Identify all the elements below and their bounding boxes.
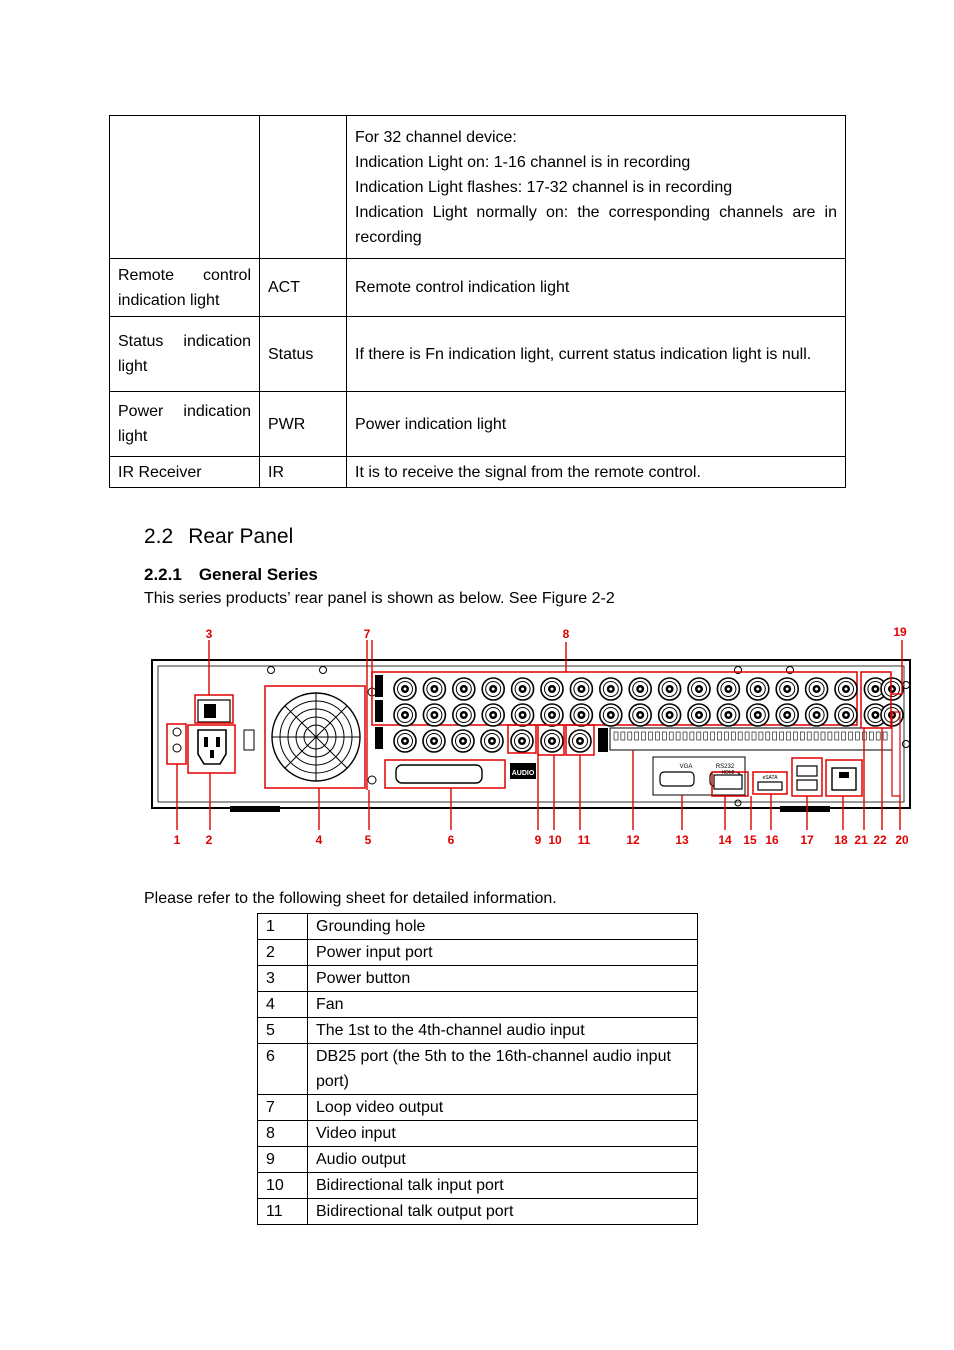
- part-number: 3: [258, 966, 308, 992]
- part-number: 2: [258, 940, 308, 966]
- callout-9: 9: [534, 833, 542, 847]
- bnc-connector-icon: [659, 678, 681, 700]
- bnc-connector-icon: [482, 678, 504, 700]
- terminal-pin: [655, 732, 659, 740]
- terminal-pin: [876, 732, 880, 740]
- fan-icon: [272, 693, 360, 781]
- terminal-pin: [738, 732, 742, 740]
- refer-paragraph: Please refer to the following sheet for detailed information.: [144, 890, 557, 907]
- bnc-connector-icon: [717, 704, 739, 726]
- bnc-connector-icon: [747, 704, 769, 726]
- terminal-pin: [718, 732, 722, 740]
- part-number: 6: [258, 1044, 308, 1095]
- terminal-pin: [800, 732, 804, 740]
- terminal-pin: [704, 732, 708, 740]
- esata-port-icon: [758, 782, 782, 790]
- callout-19: 19: [893, 625, 907, 639]
- rear-panel-figure: [140, 620, 920, 852]
- hdmi-label: HDMI: [721, 770, 735, 776]
- terminal-pin: [883, 732, 887, 740]
- bnc-connector-icon: [423, 704, 445, 726]
- callout-18: 18: [834, 833, 848, 847]
- callout-13: 13: [675, 833, 689, 847]
- table-row: [110, 392, 846, 457]
- bnc-connector-icon: [776, 678, 798, 700]
- part-description: Grounding hole: [308, 914, 698, 940]
- callout-6: 6: [447, 833, 455, 847]
- table-row: [258, 940, 698, 966]
- indicator-desc: Remote control indication light: [347, 259, 846, 317]
- terminal-pin: [628, 732, 632, 740]
- terminal-pin: [731, 732, 735, 740]
- table-row: [258, 1173, 698, 1199]
- indicator-name: IR Receiver: [110, 457, 260, 488]
- terminal-pin: [856, 732, 860, 740]
- parts-table: [257, 913, 698, 1225]
- table-row: [258, 1199, 698, 1225]
- part-description: The 1st to the 4th-channel audio input: [308, 1018, 698, 1044]
- db25-port-icon: [396, 765, 482, 783]
- table-row: [258, 1147, 698, 1173]
- terminal-pin: [828, 732, 832, 740]
- table-row: [258, 966, 698, 992]
- table-row: [258, 1018, 698, 1044]
- terminal-pin: [642, 732, 646, 740]
- vga-label: VGA: [679, 764, 693, 770]
- indicator-label: PWR: [260, 392, 347, 457]
- part-number: 5: [258, 1018, 308, 1044]
- terminal-pin: [635, 732, 639, 740]
- bnc-connector-icon: [629, 704, 651, 726]
- table-row: [258, 914, 698, 940]
- terminal-pin: [676, 732, 680, 740]
- intro-paragraph: This series products’ rear panel is shown as below. See Figure 2-2: [144, 590, 615, 607]
- callout-2: 2: [205, 833, 213, 847]
- bnc-connector-icon: [481, 730, 503, 752]
- power-button-icon: [204, 704, 216, 718]
- bnc-connector-icon: [512, 678, 534, 700]
- network-port-icon: [832, 768, 856, 790]
- bnc-connector-icon: [717, 678, 739, 700]
- indicator-label: ACT: [260, 259, 347, 317]
- bnc-connector-icon: [394, 678, 416, 700]
- callout-20: 20: [895, 833, 909, 847]
- bnc-connector-icon: [453, 704, 475, 726]
- callout-5: 5: [364, 833, 372, 847]
- callout-3: 3: [205, 627, 213, 641]
- part-description: Bidirectional talk input port: [308, 1173, 698, 1199]
- table-row: [258, 1121, 698, 1147]
- terminal-pin: [683, 732, 687, 740]
- bnc-connector-icon: [569, 730, 591, 752]
- bnc-connector-icon: [881, 678, 903, 700]
- callout-7: 7: [363, 627, 371, 641]
- subsection-number: 2.2.1: [144, 565, 182, 584]
- part-number: 8: [258, 1121, 308, 1147]
- part-description: DB25 port (the 5th to the 16th-channel audio input port): [308, 1044, 698, 1095]
- bnc-connector-icon: [541, 730, 563, 752]
- table-row: [258, 1044, 698, 1095]
- indicator-desc: [347, 116, 846, 259]
- terminal-pin: [614, 732, 618, 740]
- part-description: Fan: [308, 992, 698, 1018]
- power-input-icon: [198, 730, 226, 764]
- indicator-name: Status indication light: [110, 317, 260, 392]
- bnc-connector-icon: [688, 704, 710, 726]
- bnc-connector-icon: [541, 678, 563, 700]
- callout-10: 10: [548, 833, 562, 847]
- callout-12: 12: [626, 833, 640, 847]
- callout-1: 1: [173, 833, 181, 847]
- part-description: Video input: [308, 1121, 698, 1147]
- indicator-desc: If there is Fn indication light, current status indication light is null.: [347, 317, 846, 392]
- indicator-label: Status: [260, 317, 347, 392]
- part-number: 11: [258, 1199, 308, 1225]
- bnc-connector-icon: [629, 678, 651, 700]
- callout-22: 22: [873, 833, 887, 847]
- table-row: [258, 992, 698, 1018]
- callout-15: 15: [743, 833, 757, 847]
- bnc-connector-icon: [570, 704, 592, 726]
- terminal-pin: [773, 732, 777, 740]
- part-description: Loop video output: [308, 1095, 698, 1121]
- part-number: 9: [258, 1147, 308, 1173]
- terminal-pin: [780, 732, 784, 740]
- usb-port-icon: [797, 766, 817, 776]
- bnc-connector-icon: [776, 704, 798, 726]
- audio-label: AUDIO: [511, 770, 535, 777]
- rs232-label: RS232: [715, 764, 735, 770]
- terminal-pin: [711, 732, 715, 740]
- section-heading: [144, 525, 293, 549]
- bnc-connector-icon: [423, 678, 445, 700]
- terminal-pin: [766, 732, 770, 740]
- part-number: 4: [258, 992, 308, 1018]
- part-description: Bidirectional talk output port: [308, 1199, 698, 1225]
- bnc-connector-icon: [688, 678, 710, 700]
- bnc-connector-icon: [482, 704, 504, 726]
- hdmi-port-icon: [714, 775, 742, 789]
- terminal-pin: [835, 732, 839, 740]
- terminal-pin: [842, 732, 846, 740]
- terminal-pin: [662, 732, 666, 740]
- bnc-connector-icon: [512, 704, 534, 726]
- indicator-name: Power indication light: [110, 392, 260, 457]
- bnc-connector-icon: [541, 704, 563, 726]
- terminal-pin: [821, 732, 825, 740]
- indicator-label: [260, 116, 347, 259]
- indicator-label: IR: [260, 457, 347, 488]
- subsection-heading: [144, 565, 318, 585]
- part-description: Audio output: [308, 1147, 698, 1173]
- terminal-pin: [745, 732, 749, 740]
- esata-label: eSATA: [762, 775, 778, 781]
- indicator-table: [109, 115, 846, 488]
- indicator-desc: Power indication light: [347, 392, 846, 457]
- table-row: [258, 1095, 698, 1121]
- terminal-pin: [807, 732, 811, 740]
- bnc-connector-icon: [835, 704, 857, 726]
- bnc-connector-icon: [835, 678, 857, 700]
- bnc-connector-icon: [747, 678, 769, 700]
- terminal-pin: [869, 732, 873, 740]
- table-row: [110, 116, 846, 259]
- part-number: 10: [258, 1173, 308, 1199]
- indicator-desc: It is to receive the signal from the remote control.: [347, 457, 846, 488]
- bnc-connector-icon: [659, 704, 681, 726]
- desc-line: Indication Light normally on: the corresponding channels are in recording: [355, 203, 837, 246]
- bnc-connector-icon: [452, 730, 474, 752]
- callout-14: 14: [718, 833, 732, 847]
- desc-line: Indication Light flashes: 17-32 channel is in recording: [355, 178, 733, 196]
- callout-8: 8: [562, 627, 570, 641]
- terminal-pin: [621, 732, 625, 740]
- table-row: [110, 317, 846, 392]
- terminal-pin: [787, 732, 791, 740]
- part-description: Power input port: [308, 940, 698, 966]
- bnc-connector-icon: [570, 678, 592, 700]
- desc-line: Indication Light on: 1-16 channel is in recording: [355, 153, 691, 171]
- bnc-connector-icon: [806, 678, 828, 700]
- callout-4: 4: [315, 833, 323, 847]
- bnc-connector-icon: [394, 704, 416, 726]
- part-description: Power button: [308, 966, 698, 992]
- indicator-name: [110, 116, 260, 259]
- terminal-pin: [724, 732, 728, 740]
- part-number: 7: [258, 1095, 308, 1121]
- callout-17: 17: [800, 833, 814, 847]
- callout-21: 21: [854, 833, 868, 847]
- vga-port-icon: [660, 772, 694, 786]
- bnc-connector-icon: [511, 730, 533, 752]
- desc-line: For 32 channel device:: [355, 128, 517, 146]
- terminal-pin: [690, 732, 694, 740]
- terminal-pin: [759, 732, 763, 740]
- bnc-connector-icon: [600, 678, 622, 700]
- terminal-pin: [752, 732, 756, 740]
- terminal-pin: [814, 732, 818, 740]
- callout-11: 11: [577, 833, 591, 847]
- table-row: [110, 457, 846, 488]
- terminal-pin: [793, 732, 797, 740]
- indicator-name: Remote control indication light: [110, 259, 260, 317]
- section-number: 2.2: [144, 525, 174, 548]
- part-number: 1: [258, 914, 308, 940]
- bnc-connector-icon: [806, 704, 828, 726]
- callout-16: 16: [765, 833, 779, 847]
- terminal-pin: [697, 732, 701, 740]
- bnc-connector-icon: [453, 678, 475, 700]
- bnc-connector-icon: [394, 730, 416, 752]
- table-row: [110, 259, 846, 317]
- terminal-pin: [849, 732, 853, 740]
- bnc-connector-icon: [423, 730, 445, 752]
- section-title: Rear Panel: [188, 525, 294, 548]
- bnc-connector-icon: [600, 704, 622, 726]
- terminal-pin: [649, 732, 653, 740]
- subsection-title: General Series: [198, 565, 318, 584]
- terminal-pin: [669, 732, 673, 740]
